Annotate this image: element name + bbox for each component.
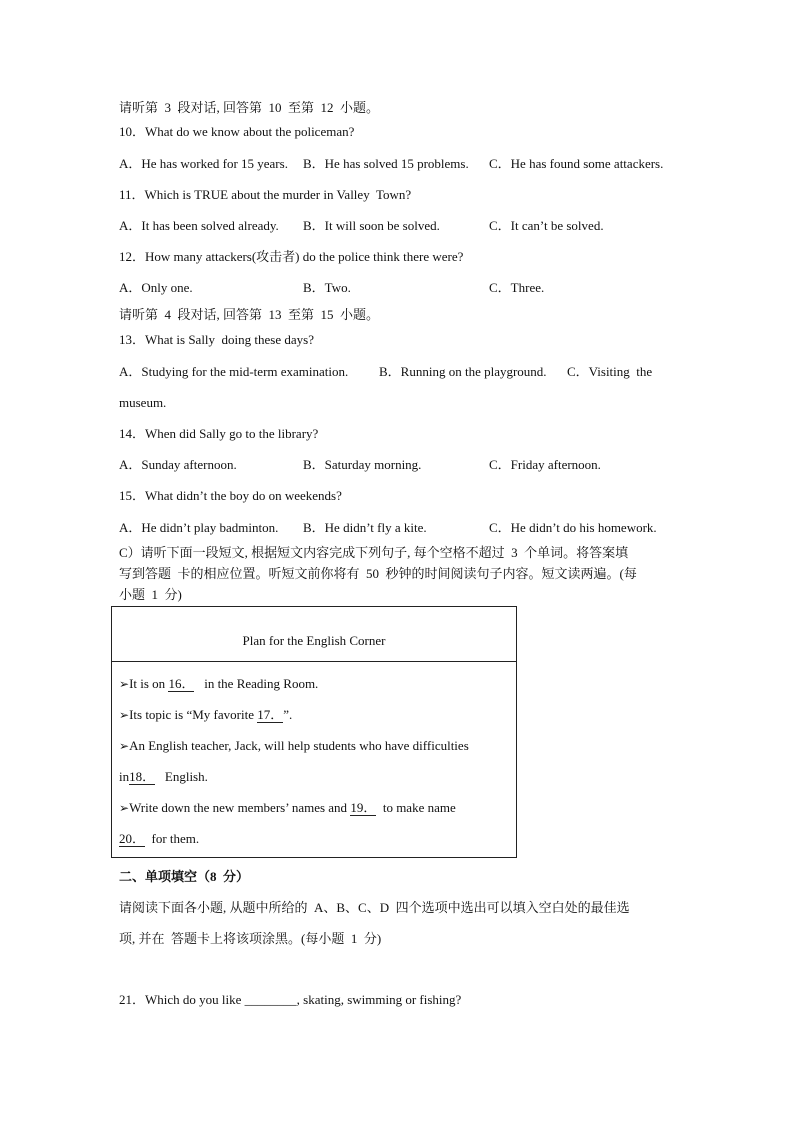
partC-instruction-line3: 小题 1 分)	[119, 587, 182, 602]
plan-item-3-cont-pre: in	[119, 769, 130, 784]
blank-16: 16．	[168, 676, 195, 691]
plan-item-4-pre: Write down the new members’ names and	[129, 800, 351, 815]
arrow-bullet-icon: ➢	[119, 739, 130, 753]
q11-option-b: B．It will soon be solved.	[303, 218, 440, 233]
q13-option-c-continued: museum.	[119, 395, 167, 410]
plan-item-2	[119, 707, 292, 723]
plan-item-1-pre: It is on	[129, 676, 169, 691]
q15-stem: 15．What didn’t the boy do on weekends?	[119, 488, 342, 503]
section2-heading: 二、单项填空（8 分）	[119, 869, 250, 884]
part3-instruction: 请听第 3 段对话, 回答第 10 至第 12 小题。	[119, 100, 380, 115]
q14-stem: 14．When did Sally go to the library?	[119, 426, 319, 441]
plan-item-4	[119, 800, 456, 816]
plan-item-1-post: in the Reading Room.	[194, 676, 319, 691]
q13-option-a: A．Studying for the mid-term examination.	[119, 364, 349, 379]
q11-option-c: C．It can’t be solved.	[489, 218, 604, 233]
part4-instruction: 请听第 4 段对话, 回答第 13 至第 15 小题。	[119, 307, 380, 322]
plan-item-3-cont-post: English.	[155, 769, 208, 784]
plan-item-4-continued	[119, 831, 199, 847]
q13-stem: 13．What is Sally doing these days?	[119, 332, 314, 347]
q12-option-b: B．Two.	[303, 280, 351, 295]
q15-option-a: A．He didn’t play badminton.	[119, 520, 279, 535]
q11-option-a: A．It has been solved already.	[119, 218, 279, 233]
partC-instruction-line2: 写到答题 卡的相应位置。听短文前你将有 50 秒钟的时间阅读句子内容。短文读两遍。(每	[119, 566, 637, 581]
plan-item-3-text: An English teacher, Jack, will help students who have difficulties	[129, 738, 469, 753]
q21-stem: 21．Which do you like ________, skating, swimming or fishing?	[119, 992, 462, 1007]
q12-option-c: C．Three.	[489, 280, 545, 295]
arrow-bullet-icon: ➢	[119, 677, 130, 691]
plan-title: Plan for the English Corner	[242, 633, 386, 648]
q10-option-a: A．He has worked for 15 years.	[119, 156, 288, 171]
arrow-bullet-icon: ➢	[119, 708, 130, 722]
q14-option-a: A．Sunday afternoon.	[119, 457, 237, 472]
q11-stem: 11．Which is TRUE about the murder in Valley Town?	[119, 187, 412, 202]
q13-option-c: C．Visiting the	[567, 364, 653, 379]
arrow-bullet-icon: ➢	[119, 801, 130, 815]
section2-instruction-line2: 项, 并在 答题卡上将该项涂黑。(每小题 1 分)	[119, 931, 382, 946]
plan-item-2-post: ”.	[283, 707, 293, 722]
q13-option-b: B．Running on the playground.	[379, 364, 547, 379]
q14-option-b: B．Saturday morning.	[303, 457, 422, 472]
plan-item-2-pre: Its topic is “My favorite	[129, 707, 258, 722]
q15-option-c: C．He didn’t do his homework.	[489, 520, 657, 535]
plan-item-4-cont-post: for them.	[145, 831, 200, 846]
plan-item-4-post: to make name	[376, 800, 456, 815]
plan-item-3-continued	[119, 769, 208, 785]
section2-instruction-line1: 请阅读下面各小题, 从题中所给的 A、B、C、D 四个选项中选出可以填入空白处的最佳选	[119, 900, 630, 915]
q12-option-a: A．Only one.	[119, 280, 193, 295]
q10-option-b: B．He has solved 15 problems.	[303, 156, 469, 171]
blank-18: 18．	[129, 769, 156, 784]
plan-box	[111, 606, 517, 858]
partC-instruction-line1: C）请听下面一段短文, 根据短文内容完成下列句子, 每个空格不超过 3 个单词。将答案填	[119, 545, 629, 560]
q15-option-b: B．He didn’t fly a kite.	[303, 520, 427, 535]
plan-item-1	[119, 676, 318, 692]
plan-item-3	[119, 738, 469, 754]
plan-title-row	[112, 607, 516, 662]
blank-19: 19．	[350, 800, 377, 815]
q10-option-c: C．He has found some attackers.	[489, 156, 664, 171]
blank-17: 17．	[257, 707, 284, 722]
q10-stem: 10．What do we know about the policeman?	[119, 124, 355, 139]
q12-stem: 12．How many attackers(攻击者) do the police think there were?	[119, 249, 464, 264]
blank-20: 20．	[119, 831, 146, 846]
q14-option-c: C．Friday afternoon.	[489, 457, 601, 472]
